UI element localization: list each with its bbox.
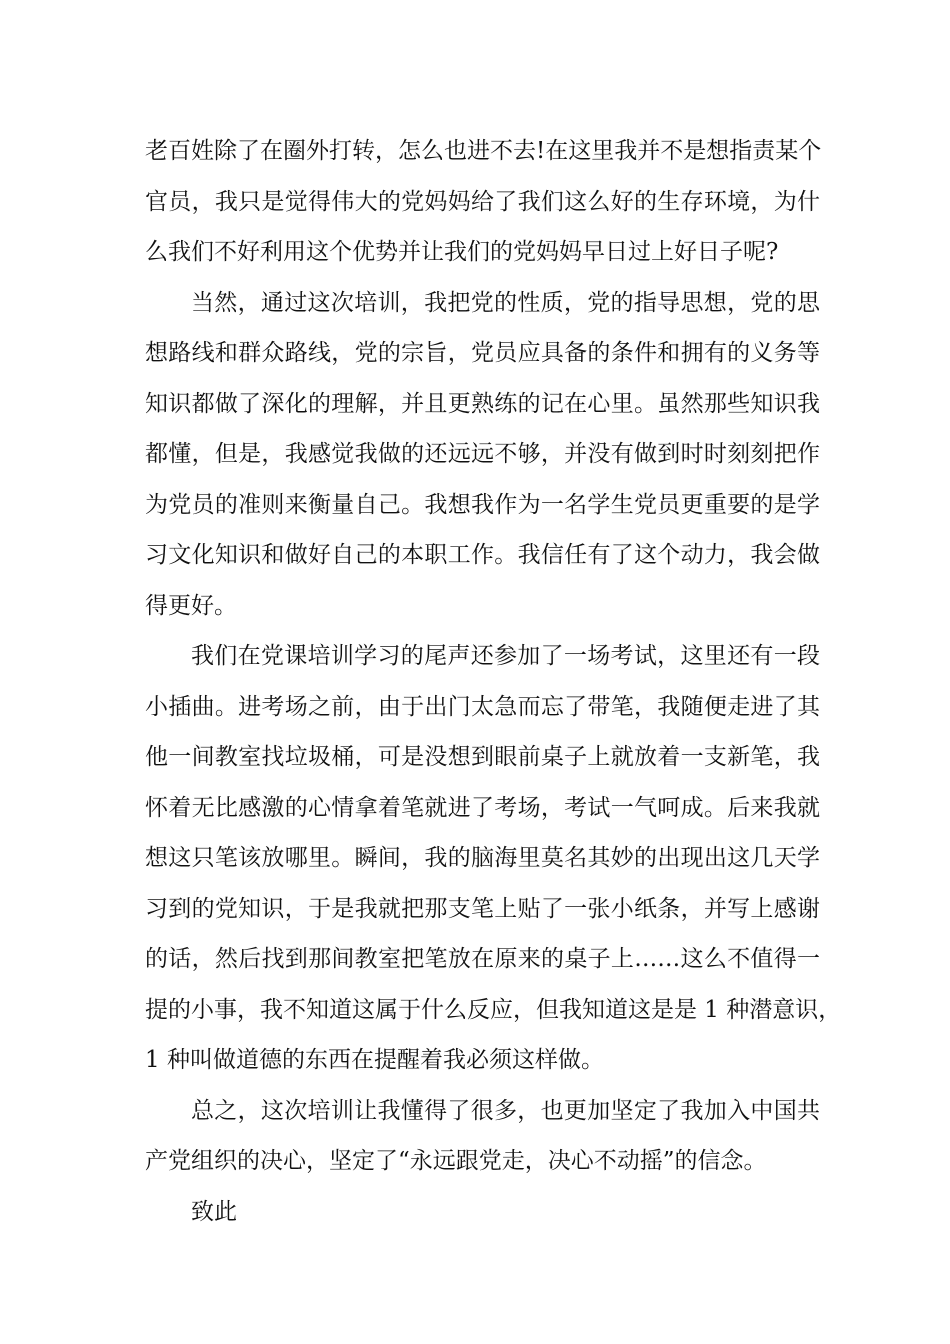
text-line: 老百姓除了在圈外打转，怎么也进不去!在这里我并不是想指责某个 [145, 138, 822, 164]
paragraph-4 [145, 1086, 820, 1187]
text-line: 知识都做了深化的理解，并且更熟练的记在心里。虽然那些知识我 [145, 390, 820, 417]
text-line: 怀着无比感激的心情拿着笔就进了考场，考试一气呵成。后来我就 [145, 794, 820, 821]
paragraph-2 [145, 278, 820, 632]
text-line: 想这只笔该放哪里。瞬间，我的脑海里莫名其妙的出现出这几天学 [145, 845, 820, 871]
paragraph-3 [145, 631, 842, 1086]
text-line: 提的小事，我不知道这属于什么反应，但我知道这是是 1 种潜意识， [145, 996, 842, 1023]
text-line: 的话，然后找到那间教室把笔放在原来的桌子上……这么不值得一 [145, 946, 820, 972]
text-line: 想路线和群众路线，党的宗旨，党员应具备的条件和拥有的义务等 [145, 340, 820, 366]
text-line: 么我们不好利用这个优势并让我们的党妈妈早日过上好日子呢? [145, 239, 779, 265]
text-line: 习文化知识和做好自己的本职工作。我信任有了这个动力，我会做 [145, 542, 820, 568]
text-line: 习到的党知识，于是我就把那支笔上贴了一张小纸条，并写上感谢 [145, 895, 820, 922]
text-line: 官员，我只是觉得伟大的党妈妈给了我们这么好的生存环境，为什 [145, 188, 820, 215]
text-line: 得更好。 [145, 592, 237, 619]
document-body [145, 126, 842, 1237]
text-line: 1 种叫做道德的东西在提醒着我必须这样做。 [145, 1047, 604, 1073]
text-line: 总之，这次培训让我懂得了很多，也更加坚定了我加入中国共 [191, 1097, 820, 1124]
paragraph-1 [145, 126, 820, 278]
text-line: 我们在党课培训学习的尾声还参加了一场考试，这里还有一段 [191, 643, 820, 669]
text-line: 他一间教室找垃圾桶，可是没想到眼前桌子上就放着一支新笔，我 [145, 744, 820, 770]
closing-paragraph [145, 1187, 820, 1238]
text-line: 小插曲。进考场之前，由于出门太急而忘了带笔，我随便走进了其 [145, 693, 820, 720]
text-line: 致此 [191, 1198, 237, 1225]
text-line: 当然，通过这次培训，我把党的性质，党的指导思想，党的思 [191, 289, 820, 316]
text-line: 为党员的准则来衡量自己。我想我作为一名学生党员更重要的是学 [145, 491, 820, 518]
text-line: 都懂，但是，我感觉我做的还远远不够，并没有做到时时刻刻把作 [145, 441, 820, 467]
text-line: 产党组织的决心，坚定了“永远跟党走，决心不动摇”的信念。 [145, 1148, 767, 1174]
